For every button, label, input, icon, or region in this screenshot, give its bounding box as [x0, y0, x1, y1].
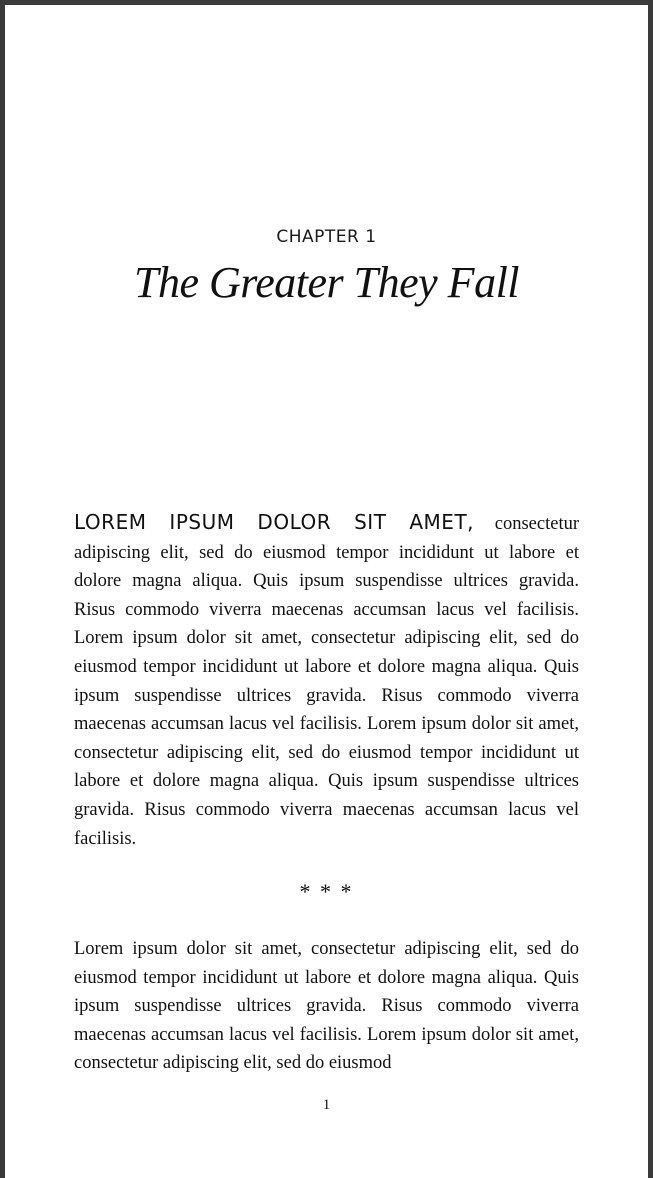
body-paragraph-first	[74, 508, 579, 853]
book-page	[5, 5, 648, 1178]
paragraph-text: consectetur adipiscing elit, sed do eiusmod tempor incididunt ut labore et dolore magna aliqua. Quis ipsum suspendisse ultrices gravida. Risus commodo viverra maecenas accumsan lacus vel facilisis. Lorem ipsum dolor sit amet, consectetur adipiscing elit, sed do eiusmod tempor incididunt ut labore et dolore magna aliqua. Quis ipsum suspendisse ultrices gravida. Risus commodo viverra maecenas accumsan lacus vel facilisis. Lorem ipsum dolor sit amet, consectetur adipiscing elit, sed do eiusmod tempor incididunt ut labore et dolore magna aliqua. Quis ipsum suspendisse ultrices gravida. Risus commodo viverra maecenas accumsan lacus vel facilisis.	[74, 514, 579, 849]
scene-break: * * *	[299, 879, 354, 904]
chapter-label: CHAPTER 1	[276, 227, 377, 247]
chapter-title: The Greater They Fall	[133, 258, 520, 307]
body-paragraph-second: Lorem ipsum dolor sit amet, consectetur adipiscing elit, sed do eiusmod tempor incididunt ut labore et dolore magna aliqua. Quis ipsum suspendisse ultrices gravida. Risus commodo viverra maecenas accumsan lacus vel facilisis. Lorem ipsum dolor sit amet, consectetur adipiscing elit, sed do eiusmod	[74, 939, 579, 1074]
paragraph-lead-in: LOREM IPSUM DOLOR SIT AMET,	[74, 510, 475, 534]
page-number: 1	[322, 1097, 331, 1113]
